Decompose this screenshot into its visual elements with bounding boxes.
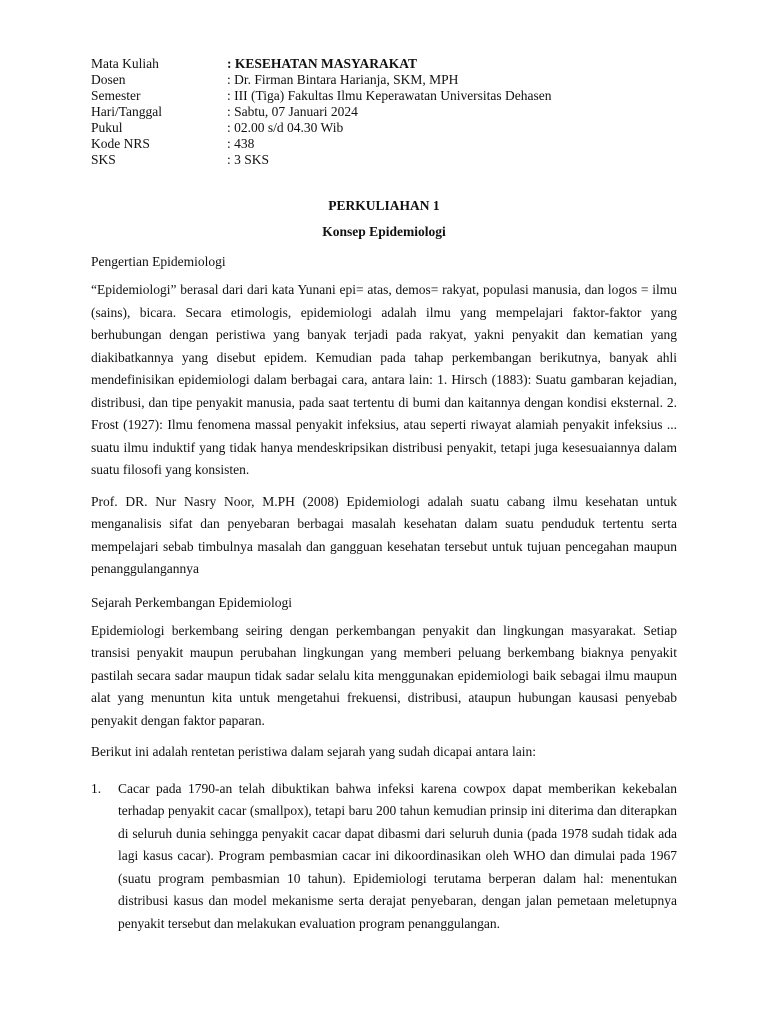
info-label: Semester (91, 88, 141, 103)
info-label: Mata Kuliah (91, 56, 159, 71)
info-row-date (91, 104, 677, 120)
info-row-course (91, 56, 677, 72)
section-heading-history: Sejarah Perkembangan Epidemiologi (91, 594, 292, 610)
info-value: : KESEHATAN MASYARAKAT (227, 56, 418, 71)
info-label: Dosen (91, 72, 126, 87)
history-list (91, 778, 677, 936)
info-row-lecturer (91, 72, 677, 88)
list-number: 1. (91, 780, 102, 796)
section-heading-definition: Pengertian Epidemiologi (91, 254, 226, 269)
info-label: Hari/Tanggal (91, 104, 163, 119)
info-row-semester (91, 88, 677, 104)
info-label: Kode NRS (91, 136, 150, 151)
info-value: : 3 SKS (227, 152, 270, 167)
paragraph: Berikut ini adalah rentetan peristiwa dalam sejarah yang sudah dicapai antara lain: (91, 744, 536, 759)
info-row-time (91, 120, 677, 136)
info-row-credits (91, 152, 677, 168)
info-value: : Sabtu, 07 Januari 2024 (227, 104, 358, 119)
paragraph: Prof. DR. Nur Nasry Noor, M.PH (2008) Epidemiologi adalah suatu cabang ilmu kesehatan untuk menganalisis sifat dan penyebaran berbagai masalah kesehatan dalam suatu penduduk tertentu serta mempelajari sebab timbulnya masalah dan gangguan kesehatan tersebut untuk tujuan pencegahan maupun penanggulangannya (91, 493, 677, 576)
paragraph: “Epidemiologi” berasal dari dari kata Yunani epi= atas, demos= rakyat, populasi manusia, dan logos = ilmu (sains), bicara. Secara etimologis, epidemiologi adalah ilmu yang mempelajari faktor-faktor yang berhubungan dengan peristiwa yang banyak terjadi pada rakyat, yakni penyakit dan kematian yang diakibatkannya yang disebut epidem. Kemudian pada tahap perkembangan berikutnya, banyak ahli mendefinisikan epidemiologi dalam berbagai cara, antara lain: 1. Hirsch (1883): Suatu gambaran kejadian, distribusi, dan tipe penyakit manusia, pada saat tertentu di bumi dan kaitannya dengan kondisi eksternal. 2. Frost (1927): Ilmu fenomena massal penyakit infeksius, atau seperti riwayat alamiah penyakit infeksius ... suatu ilmu induktif yang tidak hanya mendeskripsikan distribusi penyakit, tetapi juga kesesuaiannya dalam suatu filosofi yang konsisten. (91, 282, 677, 477)
info-value: : 438 (227, 136, 255, 151)
info-label: Pukul (91, 120, 123, 135)
lecture-subtitle: Konsep Epidemiologi (322, 224, 446, 239)
list-text: Cacar pada 1790-an telah dibuktikan bahwa infeksi karena cowpox dapat memberikan kekebalan terhadap penyakit cacar (smallpox), tetapi baru 200 tahun kemudian prinsip ini diterima dan diterapkan di seluruh dunia sehingga penyakit cacar dapat dibasmi dari seluruh dunia (pada 1978 sudah tidak ada lagi kasus cacar). Program pembasmian cacar ini dikoordinasikan oleh WHO dan dimulai pada 1967 (suatu program pembasmian 10 tahun). Epidemiologi terutama berperan dalam hal: menentukan distribusi kasus dan model mekanisme serta derajat penyebaran, dengan jalan pemetaan meletupnya penyakit tersebut dan melakukan evaluation program penanggulangan. (118, 780, 677, 931)
paragraph: Epidemiologi berkembang seiring dengan perkembangan penyakit dan lingkungan masyarakat. Setiap transisi penyakit maupun perubahan lingkungan yang memberi peluang berkembang biaknya penyakit pastilah secara sadar maupun tidak sadar selalu kita menggunakan epidemiologi baik sebagai ilmu maupun alat yang menuntun kita untuk mengetahui frekuensi, distribusi, ataupun hubungan kausasi penyebab penyakit dengan faktor paparan. (91, 622, 677, 728)
info-value: : Dr. Firman Bintara Harianja, SKM, MPH (227, 72, 459, 87)
info-label: SKS (91, 152, 116, 167)
info-value: : 02.00 s/d 04.30 Wib (227, 120, 344, 135)
course-info (91, 56, 677, 168)
info-value: : III (Tiga) Fakultas Ilmu Keperawatan Universitas Dehasen (227, 88, 552, 103)
info-row-code (91, 136, 677, 152)
list-item (91, 778, 677, 936)
lecture-title: PERKULIAHAN 1 (328, 198, 440, 213)
